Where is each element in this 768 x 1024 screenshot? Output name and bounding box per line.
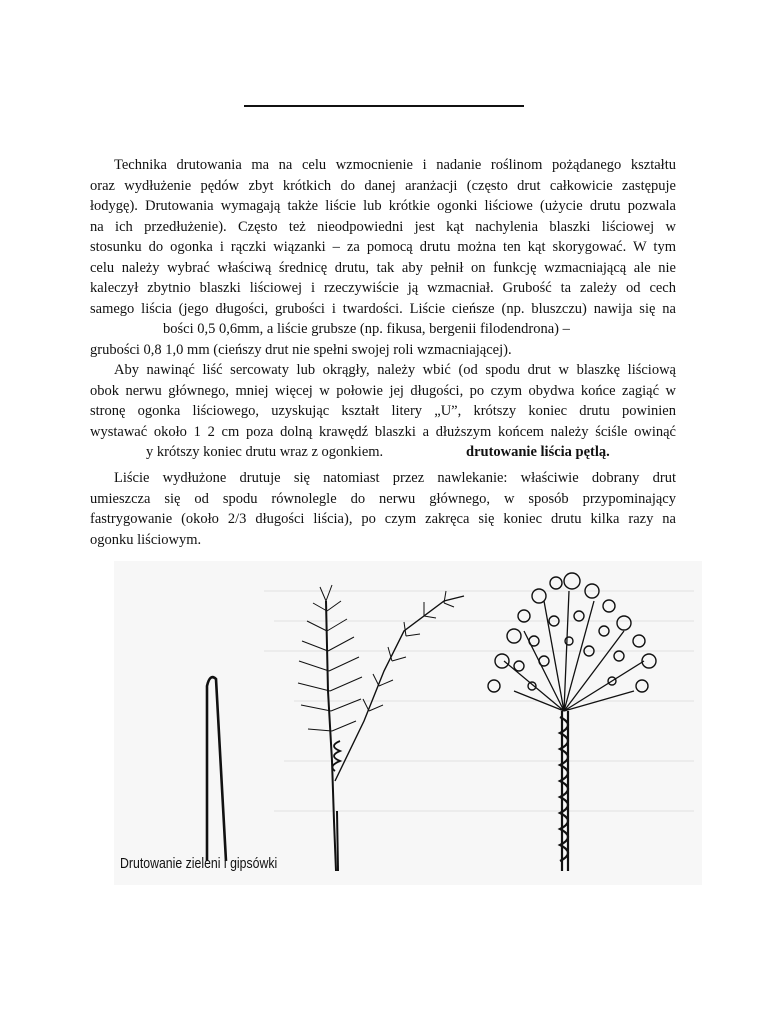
text-line: fastrygowanie (około 2/3 długości liścia), po czym zakręca się koniec drutu kilka razy na (90, 511, 676, 527)
text-line: wystawać około 1 2 cm poza dolną krawędź blaszki a dłuższym końcem należy ściśle owinąć (90, 423, 676, 440)
text-fragment: y krótszy koniec drutu wraz z ogonkiem. (146, 444, 384, 460)
text-line: umieszcza się od spodu równolegle do nerwu głównego, w sposób przypominający (90, 490, 676, 507)
fern-branch-drawing (298, 585, 464, 871)
text-line: oraz wydłużenie pędów zbyt krótkich do danej aranżacji (często drut całkowicie zastępuje (90, 177, 676, 194)
text-line: bości 0,5 0,6mm, a liście grubsze (np. fikusa, bergenii filodendrona) – (163, 321, 570, 337)
text-line: łodygę). Drutowania wymagają także liście lub krótkie ogonki liściowe (użycie drutu pozwala (90, 198, 676, 214)
text-line: obok nerwu głównego, mniej więcej w połowie jej długości, po czym obydwa końce zagiąć w (90, 382, 676, 399)
text-line: stosunku do ogonka i rączki wiązanki – za pomocą drutu można ten kąt skorygować. W tym (90, 239, 676, 255)
text-line: Technika drutowania ma na celu wzmocnienie i nadanie roślinom pożądanego kształtu (114, 157, 676, 173)
text-line: kaleczył zbytnio blaszki liściowej i rzeczywiście ją wzmacniał. Grubość ta zależy od cech (90, 280, 676, 296)
bold-label: drutowanie liścia pętlą. (466, 444, 610, 460)
paragraph-1 (90, 155, 676, 360)
text-line (90, 442, 676, 463)
gypsophila-drawing (488, 573, 656, 871)
text-line: Aby nawinąć liść sercowaty lub okrągły, należy wbić (od spodu drut w blaszkę liściową (114, 362, 676, 378)
text-line: celu należy wybrać właściwą średnicę drutu, tak aby pełnił on funkcję wzmacniającą ale nie (90, 259, 676, 276)
bent-wire-drawing (207, 677, 226, 861)
text-line: samego liścia (jego długości, grubości i twardości. Liście cieńsze (np. bluszczu) nawija się na (90, 300, 676, 317)
title-rule (244, 105, 524, 107)
figure-caption: Drutowanie zieleni i gipsówki (120, 855, 278, 872)
text-line: na ich przedłużenie). Często też nieodpowiedni jest kąt nachylenia blaszki liściowej w (90, 218, 676, 235)
text-line: stronę ogonka liściowego, uzyskując kształt litery „U”, krótszy koniec drutu powinien (90, 403, 676, 419)
illustration-svg (114, 561, 702, 885)
paragraph-2 (90, 360, 676, 463)
paragraph-3 (90, 468, 676, 550)
text-line: ogonku liściowym. (90, 531, 202, 548)
wiring-illustration (114, 561, 702, 885)
text-line: grubości 0,8 1,0 mm (cieńszy drut nie spełni swojej roli wzmacniającej). (90, 341, 512, 358)
text-line: Liście wydłużone drutuje się natomiast przez nawlekanie: właściwie dobrany drut (114, 470, 676, 486)
